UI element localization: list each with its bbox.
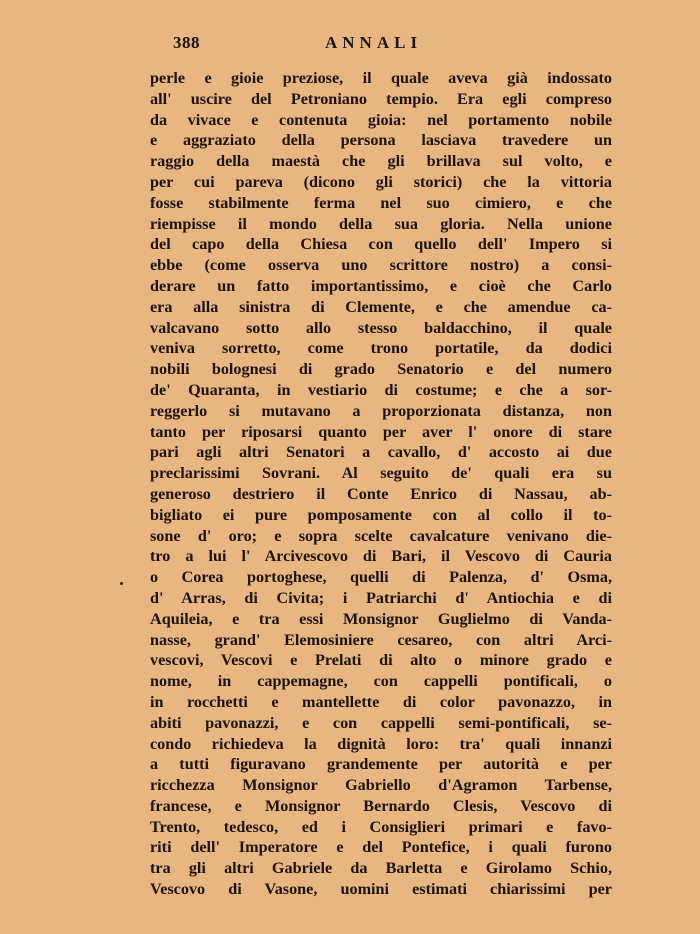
text-line: per cui pareva (dicono gli storici) che la vittoria — [150, 172, 612, 191]
text-line: valcavano sotto allo stesso baldacchino, il quale — [150, 318, 612, 337]
text-line: raggio della maestà che gli brillava sul volto, e — [150, 152, 612, 171]
text-line: all' uscire del Petroniano tempio. Era egli compreso — [150, 89, 612, 108]
text-line: francese, e Monsignor Bernardo Clesis, Vescovo di — [150, 796, 612, 815]
text-line: ricchezza Monsignor Gabriello d'Agramon Tarbense, — [150, 776, 612, 795]
text-line: de' Quaranta, in vestiario di costume; e che a sor- — [150, 380, 612, 399]
text-line: e aggraziato della persona lasciava travedere un — [150, 131, 612, 150]
text-line: vescovi, Vescovi e Prelati di alto o minore grado e — [150, 651, 612, 670]
text-line: nobili bolognesi di grado Senatorio e del numero — [150, 360, 612, 379]
text-line: condo richiedeva la dignità loro: tra' quali innanzi — [150, 734, 612, 753]
running-title: ANNALI — [325, 33, 423, 52]
text-line: fosse stabilmente ferma nel suo cimiero, e che — [150, 193, 612, 212]
text-line: o Corea portoghese, quelli di Palenza, d' Osma, — [150, 568, 612, 587]
text-line: Trento, tedesco, ed i Consiglieri primari e favo- — [150, 817, 612, 836]
text-line: veniva sorretto, come trono portatile, da dodici — [150, 339, 612, 358]
body-text — [150, 68, 612, 900]
text-line: preclarissimi Sovrani. Al seguito de' quali era su — [150, 464, 612, 483]
text-line: Aquileia, e tra essi Monsignor Guglielmo di Vanda- — [150, 609, 612, 628]
text-line: nasse, grand' Elemosiniere cesareo, con altri Arci- — [150, 630, 612, 649]
ink-speck — [120, 582, 123, 585]
page-number: 388 — [173, 33, 200, 52]
text-line: reggerlo si mutavano a proporzionata distanza, non — [150, 401, 612, 420]
running-head — [173, 33, 613, 57]
text-line: generoso destriero il Conte Enrico di Nassau, ab- — [150, 484, 612, 503]
text-line: riti dell' Imperatore e del Pontefice, i quali furono — [150, 838, 612, 857]
text-line: abiti pavonazzi, e con cappelli semi-pontificali, se- — [150, 713, 612, 732]
text-line: sone d' oro; e sopra scelte cavalcature venivano die- — [150, 526, 612, 545]
text-line: riempisse il mondo della sua gloria. Nella unione — [150, 214, 612, 233]
text-line: pari agli altri Senatori a cavallo, d' accosto ai due — [150, 443, 612, 462]
text-line: a tutti figuravano grandemente per autorità e per — [150, 755, 612, 774]
text-line: del capo della Chiesa con quello dell' Impero si — [150, 235, 612, 254]
text-line: tra gli altri Gabriele da Barletta e Girolamo Schio, — [150, 859, 612, 878]
text-line: perle e gioie preziose, il quale aveva già indossato — [150, 69, 612, 87]
text-line: derare un fatto importantissimo, e cioè che Carlo — [150, 276, 612, 295]
text-line: tro a lui l' Arcivescovo di Bari, il Vescovo di Cauria — [150, 547, 612, 566]
text-line: in rocchetti e mantellette di color pavonazzo, in — [150, 692, 612, 711]
text-line: ebbe (come osserva uno scrittore nostro) a consi- — [150, 256, 612, 275]
text-line: d' Arras, di Civita; i Patriarchi d' Antiochia e di — [150, 588, 612, 607]
text-line: bigliato ei pure pomposamente con al collo il to- — [150, 505, 612, 524]
text-line: da vivace e contenuta gioia: nel portamento nobile — [150, 110, 612, 129]
text-line: tanto per riposarsi quanto per aver l' onore di stare — [150, 422, 612, 441]
text-line: Vescovo di Vasone, uomini estimati chiarissimi per — [150, 880, 612, 899]
text-line: era alla sinistra di Clemente, e che amendue ca- — [150, 297, 612, 316]
text-line: nome, in cappemagne, con cappelli pontificali, o — [150, 672, 612, 691]
